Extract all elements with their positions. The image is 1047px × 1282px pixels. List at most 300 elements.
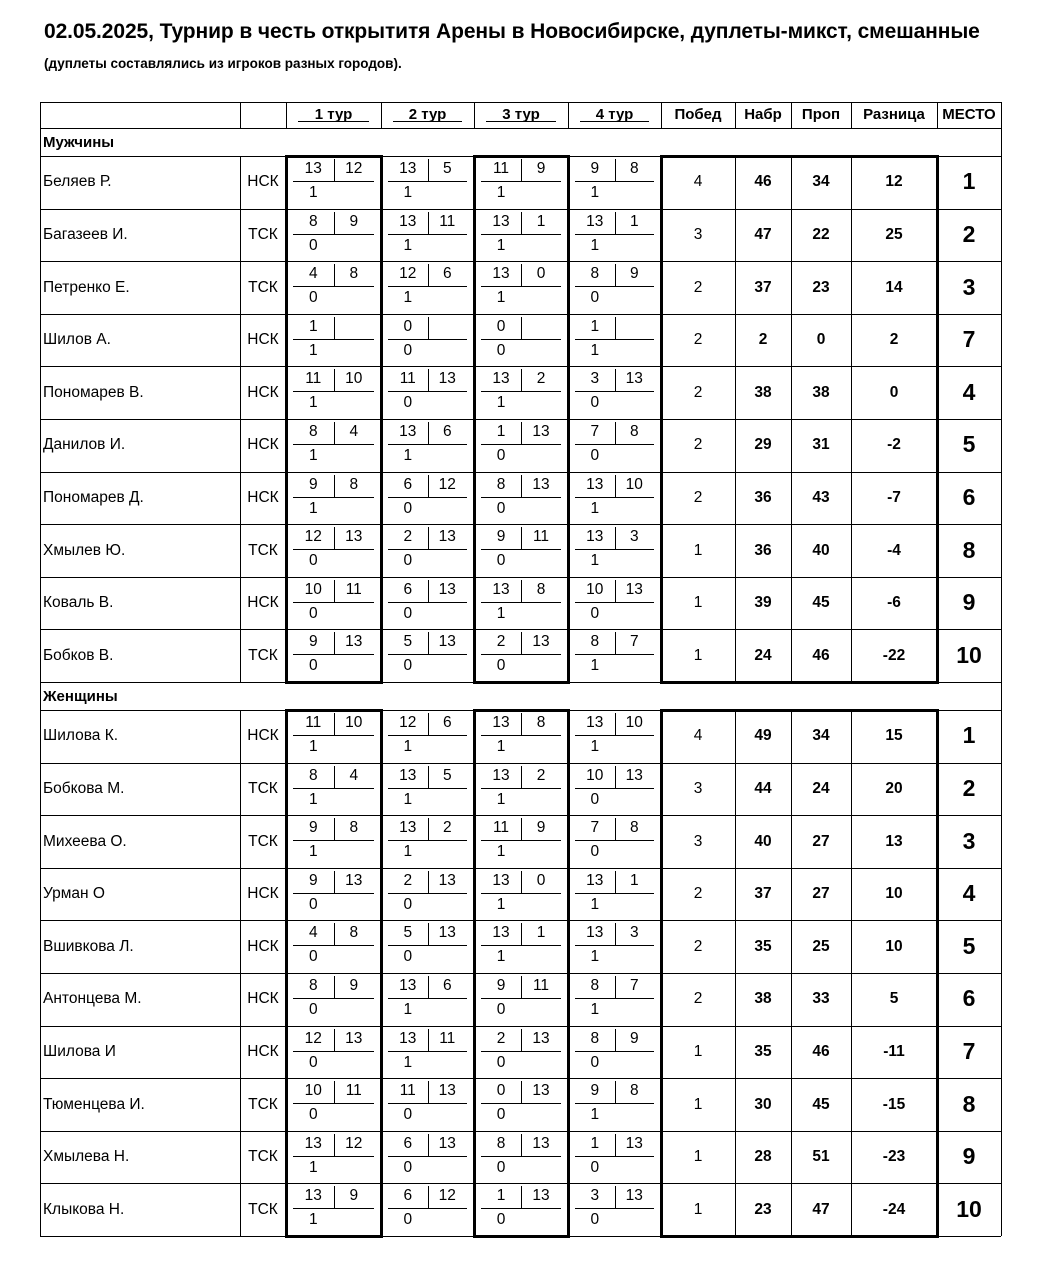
grid-line xyxy=(615,923,616,945)
round-result: 1 xyxy=(308,447,318,464)
grid-line xyxy=(1001,156,1002,209)
player-city: НСК xyxy=(247,937,279,955)
grid-line xyxy=(1001,261,1002,314)
grid-line xyxy=(615,422,616,444)
difference: 5 xyxy=(889,990,899,1008)
wins: 1 xyxy=(693,1148,703,1166)
score-own: 0 xyxy=(496,317,506,335)
round-result: 1 xyxy=(403,184,413,201)
grid-line xyxy=(388,1051,467,1052)
grid-line xyxy=(428,159,429,181)
round-result: 0 xyxy=(403,1211,413,1229)
difference: 2 xyxy=(889,331,899,349)
grid-line xyxy=(1001,366,1002,419)
player-city: НСК xyxy=(247,990,279,1008)
score-own: 13 xyxy=(399,160,417,177)
score-own: 13 xyxy=(399,423,417,440)
wins: 1 xyxy=(693,541,703,559)
score-opp: 13 xyxy=(625,1134,643,1152)
header-5: Побед xyxy=(674,106,722,123)
score-own: 6 xyxy=(403,475,413,493)
round-result: 0 xyxy=(590,394,600,412)
conceded: 43 xyxy=(812,488,830,506)
score-opp: 1 xyxy=(536,924,546,942)
score-own: 13 xyxy=(492,370,510,388)
score-opp: 7 xyxy=(629,633,639,651)
round-result: 1 xyxy=(308,790,318,808)
player-city: ТСК xyxy=(248,278,278,296)
place: 9 xyxy=(962,1143,976,1170)
grid-line xyxy=(381,102,382,128)
grid-line xyxy=(1001,577,1002,630)
grid-line xyxy=(40,1183,41,1236)
round-result: 0 xyxy=(590,447,600,464)
place: 6 xyxy=(962,483,976,510)
score-own: 2 xyxy=(496,1029,506,1047)
score-own: 4 xyxy=(308,924,318,942)
header-9: МЕСТО xyxy=(942,106,996,123)
score-opp: 13 xyxy=(532,1187,550,1205)
grid-line xyxy=(615,1029,616,1051)
conceded: 23 xyxy=(812,278,830,296)
grid-line xyxy=(937,102,938,128)
scored: 36 xyxy=(754,541,772,559)
grid-line xyxy=(615,1186,616,1208)
scored: 29 xyxy=(754,436,772,454)
difference: -23 xyxy=(882,1148,906,1166)
score-own: 13 xyxy=(492,766,510,784)
grid-line xyxy=(1001,524,1002,577)
score-own: 9 xyxy=(308,633,318,651)
round-result: 1 xyxy=(308,184,318,201)
round-result: 1 xyxy=(496,895,506,913)
score-opp: 10 xyxy=(625,475,643,493)
score-own: 13 xyxy=(586,871,604,889)
grid-line xyxy=(40,815,41,868)
conceded: 40 xyxy=(812,541,830,559)
score-opp: 2 xyxy=(536,766,546,784)
grid-line xyxy=(240,815,241,868)
scored: 40 xyxy=(754,832,772,850)
player-city: НСК xyxy=(247,594,279,612)
round-result: 0 xyxy=(308,1106,318,1124)
grid-line xyxy=(240,524,241,577)
grid-line xyxy=(428,976,429,998)
score-own: 8 xyxy=(308,977,318,994)
difference: 20 xyxy=(885,779,903,797)
round-result: 1 xyxy=(308,843,318,861)
wins: 1 xyxy=(693,1095,703,1113)
score-opp: 2 xyxy=(442,819,452,837)
difference: -24 xyxy=(882,1200,906,1218)
player-city: НСК xyxy=(247,173,279,191)
score-opp: 13 xyxy=(438,1134,456,1152)
scored: 46 xyxy=(754,173,772,191)
score-own: 13 xyxy=(586,475,604,493)
player-city: НСК xyxy=(247,885,279,903)
score-opp: 13 xyxy=(438,580,456,598)
player-city: ТСК xyxy=(248,832,278,850)
grid-line xyxy=(575,893,654,894)
round-result: 1 xyxy=(590,341,600,359)
round-result: 0 xyxy=(590,843,600,861)
score-own: 8 xyxy=(590,633,600,651)
grid-line xyxy=(240,1131,241,1184)
grid-line xyxy=(575,602,654,603)
difference: -2 xyxy=(887,436,901,454)
score-own: 13 xyxy=(492,265,510,283)
grid-line xyxy=(575,998,654,999)
round-result: 1 xyxy=(308,1211,318,1229)
round-result: 1 xyxy=(590,184,600,201)
round-result: 0 xyxy=(590,790,600,808)
round-result: 1 xyxy=(496,604,506,622)
grid-line xyxy=(575,840,654,841)
player-city: ТСК xyxy=(248,779,278,797)
conceded: 34 xyxy=(812,173,830,191)
score-opp: 13 xyxy=(345,1029,363,1047)
player-city: ТСК xyxy=(248,541,278,559)
scored: 39 xyxy=(754,594,772,612)
grid-line xyxy=(428,1029,429,1051)
score-own: 13 xyxy=(586,528,604,546)
grid-line xyxy=(388,286,467,287)
grid-line xyxy=(428,212,429,234)
round-result: 0 xyxy=(403,341,413,359)
score-own: 4 xyxy=(308,265,318,283)
wins: 2 xyxy=(693,436,703,454)
grid-line xyxy=(388,840,467,841)
grid-line xyxy=(428,264,429,286)
grid-line xyxy=(40,973,41,1026)
score-opp: 8 xyxy=(349,265,359,283)
difference: -15 xyxy=(882,1095,906,1113)
place: 10 xyxy=(956,641,982,668)
score-opp: 13 xyxy=(532,1029,550,1047)
grid-line xyxy=(40,128,1001,129)
grid-line xyxy=(40,128,41,156)
place: 8 xyxy=(962,1090,976,1117)
wins: 1 xyxy=(693,646,703,664)
grid-line xyxy=(388,654,467,655)
score-own: 13 xyxy=(586,212,604,230)
round-result: 1 xyxy=(590,1001,600,1018)
scored: 38 xyxy=(754,383,772,401)
grid-line xyxy=(1001,868,1002,921)
header-7: Проп xyxy=(801,106,841,123)
place: 5 xyxy=(962,431,976,458)
round-result: 0 xyxy=(590,1211,600,1229)
score-opp: 13 xyxy=(438,871,456,889)
round-result: 0 xyxy=(308,948,318,966)
player-city: ТСК xyxy=(248,225,278,243)
grid-line xyxy=(428,818,429,840)
score-own: 5 xyxy=(403,924,413,942)
grid-line xyxy=(388,497,467,498)
grid-line xyxy=(240,629,241,682)
score-own: 10 xyxy=(586,580,604,598)
grid-line xyxy=(1001,682,1002,710)
grid-line xyxy=(40,1131,41,1184)
player-name: Коваль В. xyxy=(43,594,114,612)
score-opp: 10 xyxy=(625,714,643,731)
score-opp: 8 xyxy=(629,160,639,177)
score-own: 9 xyxy=(496,528,506,546)
grid-line xyxy=(40,868,41,921)
grid-line xyxy=(428,1134,429,1156)
conceded: 47 xyxy=(812,1200,830,1218)
grid-line xyxy=(575,444,654,445)
grid-line xyxy=(40,314,41,367)
difference: 14 xyxy=(885,278,903,296)
round-result: 0 xyxy=(403,895,413,913)
round-result: 0 xyxy=(496,341,506,359)
grid-line xyxy=(428,475,429,497)
conceded: 0 xyxy=(816,331,826,349)
grid-line xyxy=(428,422,429,444)
round-result: 1 xyxy=(496,289,506,307)
score-opp: 8 xyxy=(349,924,359,942)
score-own: 5 xyxy=(403,633,413,651)
conceded: 27 xyxy=(812,885,830,903)
round-result: 0 xyxy=(308,1053,318,1071)
wins: 3 xyxy=(693,779,703,797)
header-8: Разница xyxy=(863,106,925,123)
score-own: 13 xyxy=(492,714,510,731)
round-result: 0 xyxy=(496,1053,506,1071)
grid-line xyxy=(240,156,241,209)
score-own: 12 xyxy=(399,265,417,283)
conceded: 25 xyxy=(812,937,830,955)
grid-line xyxy=(575,945,654,946)
difference: 0 xyxy=(889,383,899,401)
wins: 2 xyxy=(693,885,703,903)
score-opp: 9 xyxy=(536,160,546,177)
round-result: 1 xyxy=(403,1053,413,1071)
score-own: 2 xyxy=(403,528,413,546)
player-city: НСК xyxy=(247,331,279,349)
grid-line xyxy=(1001,419,1002,472)
round-result: 1 xyxy=(496,790,506,808)
score-opp: 12 xyxy=(345,160,363,177)
grid-line xyxy=(1001,1183,1002,1236)
header-4: 4 тур xyxy=(595,106,634,123)
wins: 1 xyxy=(693,594,703,612)
player-name: Клыкова Н. xyxy=(43,1200,125,1218)
grid-line xyxy=(1001,710,1002,763)
score-opp: 12 xyxy=(438,1187,456,1205)
wins: 4 xyxy=(693,173,703,191)
grid-line xyxy=(388,893,467,894)
score-own: 8 xyxy=(496,1134,506,1152)
player-name: Хмылев Ю. xyxy=(43,541,126,559)
score-own: 13 xyxy=(399,766,417,784)
round-result: 1 xyxy=(496,948,506,966)
grid-line xyxy=(388,602,467,603)
score-own: 13 xyxy=(492,871,510,889)
grid-line xyxy=(575,735,654,736)
score-opp: 9 xyxy=(629,265,639,283)
grid-line xyxy=(40,102,1001,103)
score-own: 9 xyxy=(308,871,318,889)
grid-line xyxy=(1001,128,1002,156)
score-own: 1 xyxy=(590,317,600,335)
grid-line xyxy=(240,1078,241,1131)
grid-line xyxy=(615,369,616,391)
round-result: 1 xyxy=(496,236,506,254)
score-own: 6 xyxy=(403,1187,413,1205)
player-name: Петренко Е. xyxy=(43,278,130,296)
grid-line xyxy=(40,920,41,973)
score-opp: 7 xyxy=(629,977,639,994)
score-opp: 11 xyxy=(532,528,550,546)
place: 10 xyxy=(956,1195,982,1222)
round-result: 0 xyxy=(308,604,318,622)
score-opp: 9 xyxy=(629,1029,639,1047)
place: 2 xyxy=(962,774,976,801)
conceded: 51 xyxy=(812,1148,830,1166)
wins: 2 xyxy=(693,331,703,349)
difference: 25 xyxy=(885,225,903,243)
round-result: 1 xyxy=(590,738,600,755)
score-own: 10 xyxy=(304,1082,322,1100)
grid-line xyxy=(298,121,369,122)
grid-line xyxy=(1001,920,1002,973)
grid-line xyxy=(240,209,241,262)
round-result: 0 xyxy=(308,1001,318,1018)
difference: 15 xyxy=(885,727,903,745)
grid-line xyxy=(240,973,241,1026)
round-result: 1 xyxy=(496,184,506,201)
score-own: 11 xyxy=(399,370,416,388)
score-own: 3 xyxy=(590,370,600,388)
grid-line xyxy=(393,121,462,122)
place: 1 xyxy=(962,168,976,195)
grid-line xyxy=(388,181,467,182)
round-result: 0 xyxy=(308,895,318,913)
header-2: 2 тур xyxy=(408,106,447,123)
thick-frame xyxy=(473,709,570,1238)
score-own: 1 xyxy=(308,317,318,335)
conceded: 45 xyxy=(812,594,830,612)
conceded: 33 xyxy=(812,990,830,1008)
grid-line xyxy=(615,871,616,893)
header-1: 1 тур xyxy=(314,106,353,123)
round-result: 1 xyxy=(590,948,600,966)
round-result: 0 xyxy=(496,1106,506,1124)
player-city: ТСК xyxy=(248,1148,278,1166)
score-own: 13 xyxy=(399,977,417,994)
grid-line xyxy=(40,629,41,682)
round-result: 0 xyxy=(308,289,318,307)
grid-line xyxy=(615,159,616,181)
scored: 28 xyxy=(754,1148,772,1166)
player-name: Пономарев В. xyxy=(43,383,144,401)
score-own: 11 xyxy=(305,370,322,388)
score-opp: 5 xyxy=(442,766,452,784)
grid-line xyxy=(661,102,662,128)
grid-line xyxy=(240,1183,241,1236)
grid-line xyxy=(40,577,41,630)
round-result: 1 xyxy=(403,1001,413,1018)
grid-line xyxy=(388,549,467,550)
header-6: Набр xyxy=(744,106,782,123)
round-result: 0 xyxy=(590,1053,600,1071)
grid-line xyxy=(580,121,649,122)
section-label: Женщины xyxy=(43,688,118,705)
grid-line xyxy=(575,1208,654,1209)
conceded: 46 xyxy=(812,1042,830,1060)
page-subtitle: (дуплеты составлялись из игроков разных городов). xyxy=(44,56,402,71)
score-opp: 13 xyxy=(532,423,550,440)
round-result: 0 xyxy=(496,499,506,517)
grid-line xyxy=(40,366,41,419)
scored: 47 xyxy=(754,225,772,243)
score-opp: 13 xyxy=(438,1082,456,1100)
score-own: 1 xyxy=(590,1134,600,1152)
player-name: Вшивкова Л. xyxy=(43,937,134,955)
score-opp: 13 xyxy=(625,766,643,784)
grid-line xyxy=(388,391,467,392)
grid-line xyxy=(615,976,616,998)
wins: 2 xyxy=(693,990,703,1008)
grid-line xyxy=(1001,472,1002,525)
round-result: 0 xyxy=(590,604,600,622)
grid-line xyxy=(474,102,475,128)
grid-line xyxy=(615,580,616,602)
grid-line xyxy=(240,710,241,763)
grid-line xyxy=(568,102,569,128)
score-own: 11 xyxy=(492,160,510,177)
conceded: 22 xyxy=(812,225,830,243)
grid-line xyxy=(575,549,654,550)
grid-line xyxy=(240,366,241,419)
grid-line xyxy=(40,419,41,472)
conceded: 34 xyxy=(812,727,830,745)
score-own: 13 xyxy=(304,1187,322,1205)
player-city: НСК xyxy=(247,383,279,401)
score-own: 11 xyxy=(305,714,322,731)
score-own: 8 xyxy=(308,423,318,440)
round-result: 0 xyxy=(496,657,506,675)
grid-line xyxy=(240,261,241,314)
place: 2 xyxy=(962,220,976,247)
score-opp: 9 xyxy=(536,819,546,837)
score-opp: 13 xyxy=(625,370,643,388)
scored: 37 xyxy=(754,278,772,296)
difference: -6 xyxy=(887,594,901,612)
grid-line xyxy=(1001,314,1002,367)
grid-line xyxy=(486,121,556,122)
grid-line xyxy=(575,788,654,789)
round-result: 0 xyxy=(403,657,413,675)
grid-line xyxy=(40,209,41,262)
score-opp: 13 xyxy=(532,475,550,493)
grid-line xyxy=(615,818,616,840)
score-opp: 6 xyxy=(442,423,452,440)
score-opp: 11 xyxy=(345,1082,362,1100)
score-opp: 8 xyxy=(629,1082,639,1100)
score-own: 9 xyxy=(308,819,318,837)
score-opp: 13 xyxy=(345,871,363,889)
grid-line xyxy=(240,577,241,630)
grid-line xyxy=(40,524,41,577)
grid-line xyxy=(240,102,241,128)
place: 8 xyxy=(962,536,976,563)
round-result: 1 xyxy=(590,1106,600,1124)
score-opp: 4 xyxy=(349,766,359,784)
score-own: 6 xyxy=(403,1134,413,1152)
